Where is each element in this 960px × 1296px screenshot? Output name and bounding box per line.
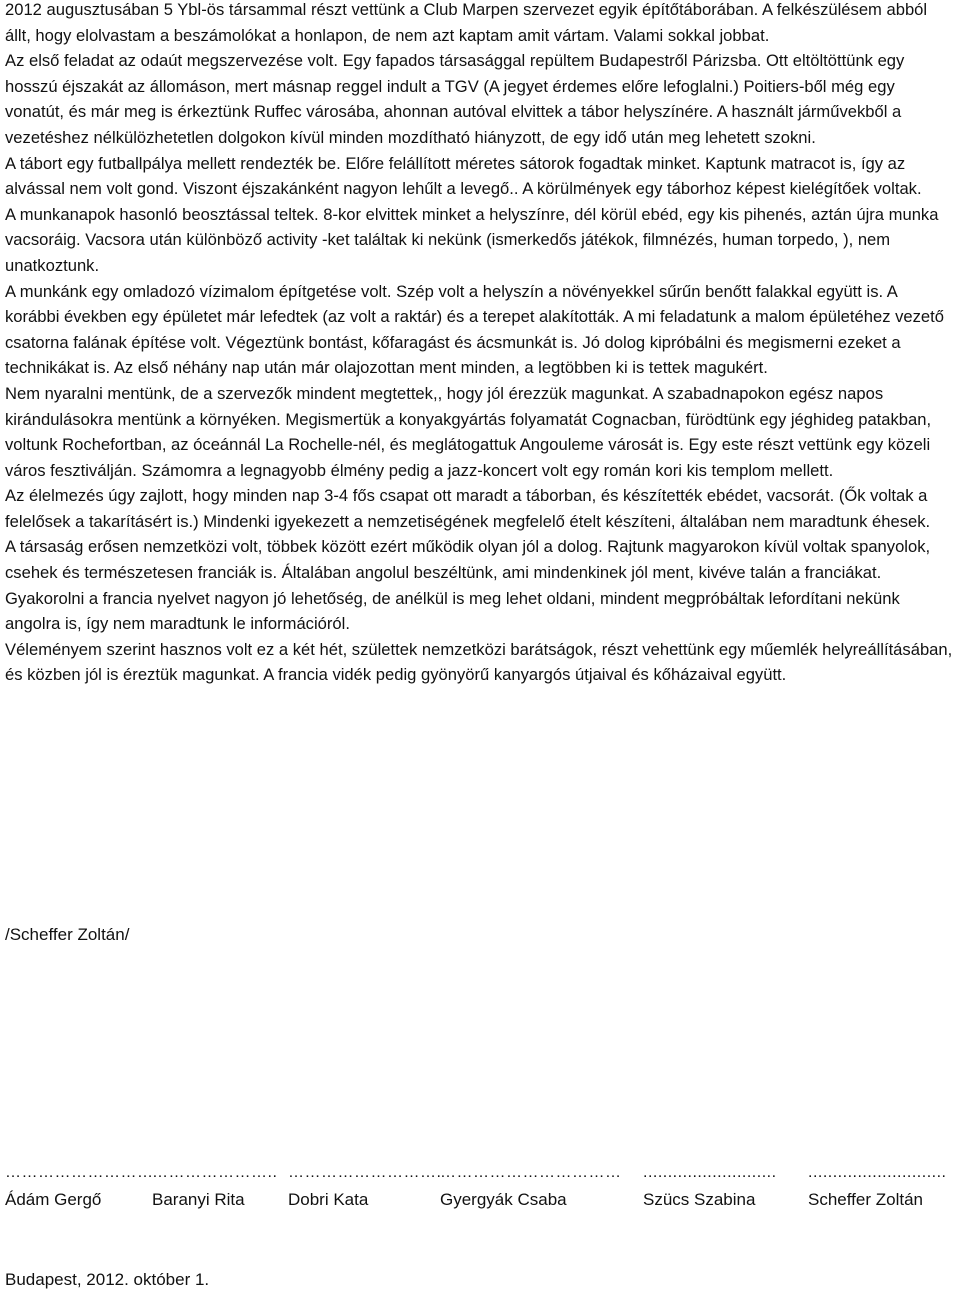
paragraph-journey: Az első feladat az odaút megszervezése volt. Egy fapados társasággal repültem Budapestről Párizsba. Ott eltöltöttünk egy hosszú éjszakát az állomáson, mert másnap reggel indult a TGV (A jegyet érdemes előre lefoglalni.) Poitiers-ből még egy vonatút, és már meg is érkeztünk Ruffec városába, ahonnan autóval elvittek a tábor helyszínére. A használt járművekből a vezetéshez nélkülözhetetlen dolgokon kívül minden mozdítható hiányzott, de egy idő után meg lehetett szokni.	[5, 51, 905, 147]
signature-block	[152, 1164, 277, 1212]
paragraph-workdays: A munkanapok hasonló beosztással teltek. 8-kor elvittek minket a helyszínre, dél körül ebéd, egy kis pihenés, aztán újra munka vacsoráig. Vacsora után különböző activity -ket találtak ki nekünk (ismerkedős játékok, filmnézés, human torpedo, ), nem unatkoztunk.	[5, 204, 939, 275]
paragraph-camp: A tábort egy futballpálya mellett rendezték be. Előre felállított méretes sátorok fogadtak minket. Kaptunk matracot is, így az alvással nem volt gond. Viszont éjszakánként nagyon lehűlt a levegő.. A körülmények egy táborhoz képest kielégítőek voltak.	[5, 153, 922, 199]
signature-name: Scheffer Zoltán	[808, 1190, 923, 1209]
report-body	[5, 0, 955, 688]
place-date: Budapest, 2012. október 1.	[5, 1270, 210, 1289]
paragraph-work: A munkánk egy omladozó vízimalom építgetése volt. Szép volt a helyszín a növényekkel sűrűn benőtt falakkal együtt is. A korábbi években egy épületet már lefedtek (az volt a raktár) és a terepet alakították. A mi feladatunk a malom épületéhez vezető csatorna falának építése volt. Végeztünk bontást, kőfaragást és ácsmunkát is. Jó dolog kipróbálni és megismerni ezeket a technikákat is. Az első néhány nap után már olajozottan ment minden, a legtöbben ki is tettek magukért.	[5, 281, 944, 378]
signature-line: ……………………………	[440, 1164, 622, 1181]
signature-block	[808, 1164, 946, 1212]
signature-name: Dobri Kata	[288, 1190, 369, 1209]
paragraph-excursions: Nem nyaralni mentünk, de a szervezők mindent megtettek,, hogy jól érezzük magunkat. A szabadnapokon egész napos kirándulásokra mentünk a környéken. Megismertük a konyakgyártás folyamatát Cognacban, fürödtünk egy jéghideg patakban, voltunk Rochefortban, az óceánnál La Rochelle-nél, és meglátogattuk Angouleme városát is. Egy este részt vettünk egy közeli város fesztiválján. Számomra a legnagyobb élmény pedig a jazz-koncert volt egy román kori kis templom mellett.	[5, 383, 932, 480]
paragraph-conclusion: Véleményem szerint hasznos volt ez a két hét, születtek nemzetközi barátságok, részt vehettünk egy műemlék helyreállításában, és közben jól is éreztük magunkat. A francia vidék pedig gyönyörű kanyargós útjaival és kőházaival együtt.	[5, 639, 953, 685]
signature-block	[288, 1164, 441, 1212]
signature-block	[440, 1164, 622, 1212]
signature-line: ............................	[808, 1164, 947, 1181]
signature-name: Ádám Gergő	[5, 1190, 102, 1209]
signature-block	[5, 1164, 154, 1212]
author-signature: /Scheffer Zoltán/	[5, 925, 130, 944]
signature-name: Szücs Szabina	[643, 1190, 756, 1209]
signature-line: ……………………….	[288, 1164, 442, 1181]
signature-line: …………………..	[152, 1164, 278, 1181]
paragraph-intro: 2012 augusztusában 5 Ybl-ös társammal részt vettünk a Club Marpen szervezet egyik építőtáborában. A felkészülésem abból állt, hogy elolvastam a beszámolókat a honlapon, de nem azt kaptam amit vártam. Valami sokkal jobbat.	[5, 0, 928, 45]
signature-line: ………………………	[5, 1164, 154, 1181]
signature-line: ...........................	[643, 1164, 777, 1181]
signature-name: Baranyi Rita	[152, 1190, 245, 1209]
signature-block	[643, 1164, 777, 1212]
paragraph-company: A társaság erősen nemzetközi volt, többek között ezért működik olyan jól a dolog. Rajtunk magyarokon kívül voltak spanyolok, csehek és természetesen franciák is. Általában angolul beszéltünk, ami mindenkinek jól ment, kivéve talán a franciákat. Gyakorolni a francia nyelvet nagyon jó lehetőség, de anélkül is meg lehet oldani, mindent megpróbáltak lefordítani nekünk angolra is, így nem maradtunk le információról.	[5, 537, 931, 634]
signature-name: Gyergyák Csaba	[440, 1190, 567, 1209]
paragraph-catering: Az élelmezés úgy zajlott, hogy minden nap 3-4 fős csapat ott maradt a táborban, és készítették ebédet, vacsorát. (Ők voltak a felelősek a takarításért is.) Mindenki igyekezett a nemzetiségének megfelelő ételt készíteni, általában nem maradtunk éhesek.	[5, 486, 931, 531]
